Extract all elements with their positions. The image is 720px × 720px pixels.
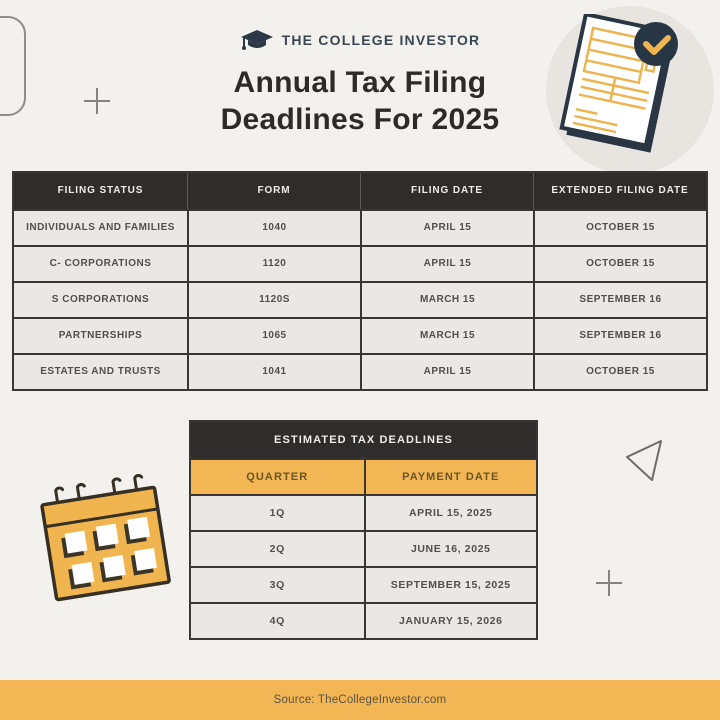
cell-quarter: 4Q	[269, 615, 285, 627]
cell-form: 1120S	[187, 283, 360, 317]
filing-deadlines-table	[12, 171, 708, 391]
page-title	[0, 64, 720, 138]
column-header-extended-filing-date: EXTENDED FILING DATE	[533, 173, 706, 209]
cell-payment-date: SEPTEMBER 15, 2025	[364, 568, 537, 602]
table-row	[14, 209, 706, 245]
table-row	[14, 353, 706, 389]
cell-form: 1120	[187, 247, 360, 281]
estimated-table-title: ESTIMATED TAX DEADLINES	[191, 422, 536, 458]
page-title-line2: Deadlines For 2025	[220, 103, 500, 136]
cell-form: 1041	[187, 355, 360, 389]
triangle-outline-icon	[620, 434, 666, 484]
table-row	[14, 281, 706, 317]
estimated-table-header-row	[191, 458, 536, 494]
cell-filing-date: APRIL 15	[360, 355, 533, 389]
cell-filing-date: MARCH 15	[360, 283, 533, 317]
cell-filing-status: C- CORPORATIONS	[49, 258, 152, 269]
cell-extended-date: SEPTEMBER 16	[533, 319, 706, 353]
cell-quarter: 1Q	[269, 507, 285, 519]
cell-quarter: 2Q	[269, 543, 285, 555]
cell-filing-status: PARTNERSHIPS	[58, 330, 143, 341]
brand-logo	[0, 28, 720, 52]
calendar-icon	[22, 468, 182, 613]
table-row	[14, 317, 706, 353]
table-row	[191, 530, 536, 566]
table-row	[191, 602, 536, 638]
column-header-quarter: QUARTER	[246, 471, 309, 483]
cell-payment-date: JUNE 16, 2025	[364, 532, 537, 566]
plus-icon	[596, 570, 622, 596]
cell-filing-date: APRIL 15	[360, 247, 533, 281]
cell-extended-date: OCTOBER 15	[533, 211, 706, 245]
cell-extended-date: SEPTEMBER 16	[533, 283, 706, 317]
table-row	[14, 245, 706, 281]
table-row	[191, 566, 536, 602]
cell-form: 1065	[187, 319, 360, 353]
page-title-line1: Annual Tax Filing	[233, 66, 487, 99]
cell-payment-date: JANUARY 15, 2026	[364, 604, 537, 638]
cell-filing-status: S CORPORATIONS	[51, 294, 150, 305]
source-attribution: Source: TheCollegeInvestor.com	[273, 694, 447, 706]
cell-form: 1040	[187, 211, 360, 245]
estimated-tax-table	[189, 420, 538, 640]
cell-extended-date: OCTOBER 15	[533, 355, 706, 389]
column-header-payment-date: PAYMENT DATE	[364, 460, 537, 494]
column-header-filing-date: FILING DATE	[360, 173, 533, 209]
cell-quarter: 3Q	[269, 579, 285, 591]
cell-filing-date: APRIL 15	[360, 211, 533, 245]
cell-filing-date: MARCH 15	[360, 319, 533, 353]
footer-bar	[0, 680, 720, 720]
cell-filing-status: ESTATES AND TRUSTS	[40, 366, 161, 377]
column-header-form: FORM	[187, 173, 360, 209]
cell-filing-status: INDIVIDUALS AND FAMILIES	[26, 222, 175, 233]
filing-table-header-row	[14, 173, 706, 209]
cell-payment-date: APRIL 15, 2025	[364, 496, 537, 530]
table-row	[191, 494, 536, 530]
graduation-cap-icon	[240, 28, 274, 52]
brand-logo-text: THE COLLEGE INVESTOR	[281, 32, 481, 48]
cell-extended-date: OCTOBER 15	[533, 247, 706, 281]
column-header-filing-status: FILING STATUS	[57, 185, 144, 196]
